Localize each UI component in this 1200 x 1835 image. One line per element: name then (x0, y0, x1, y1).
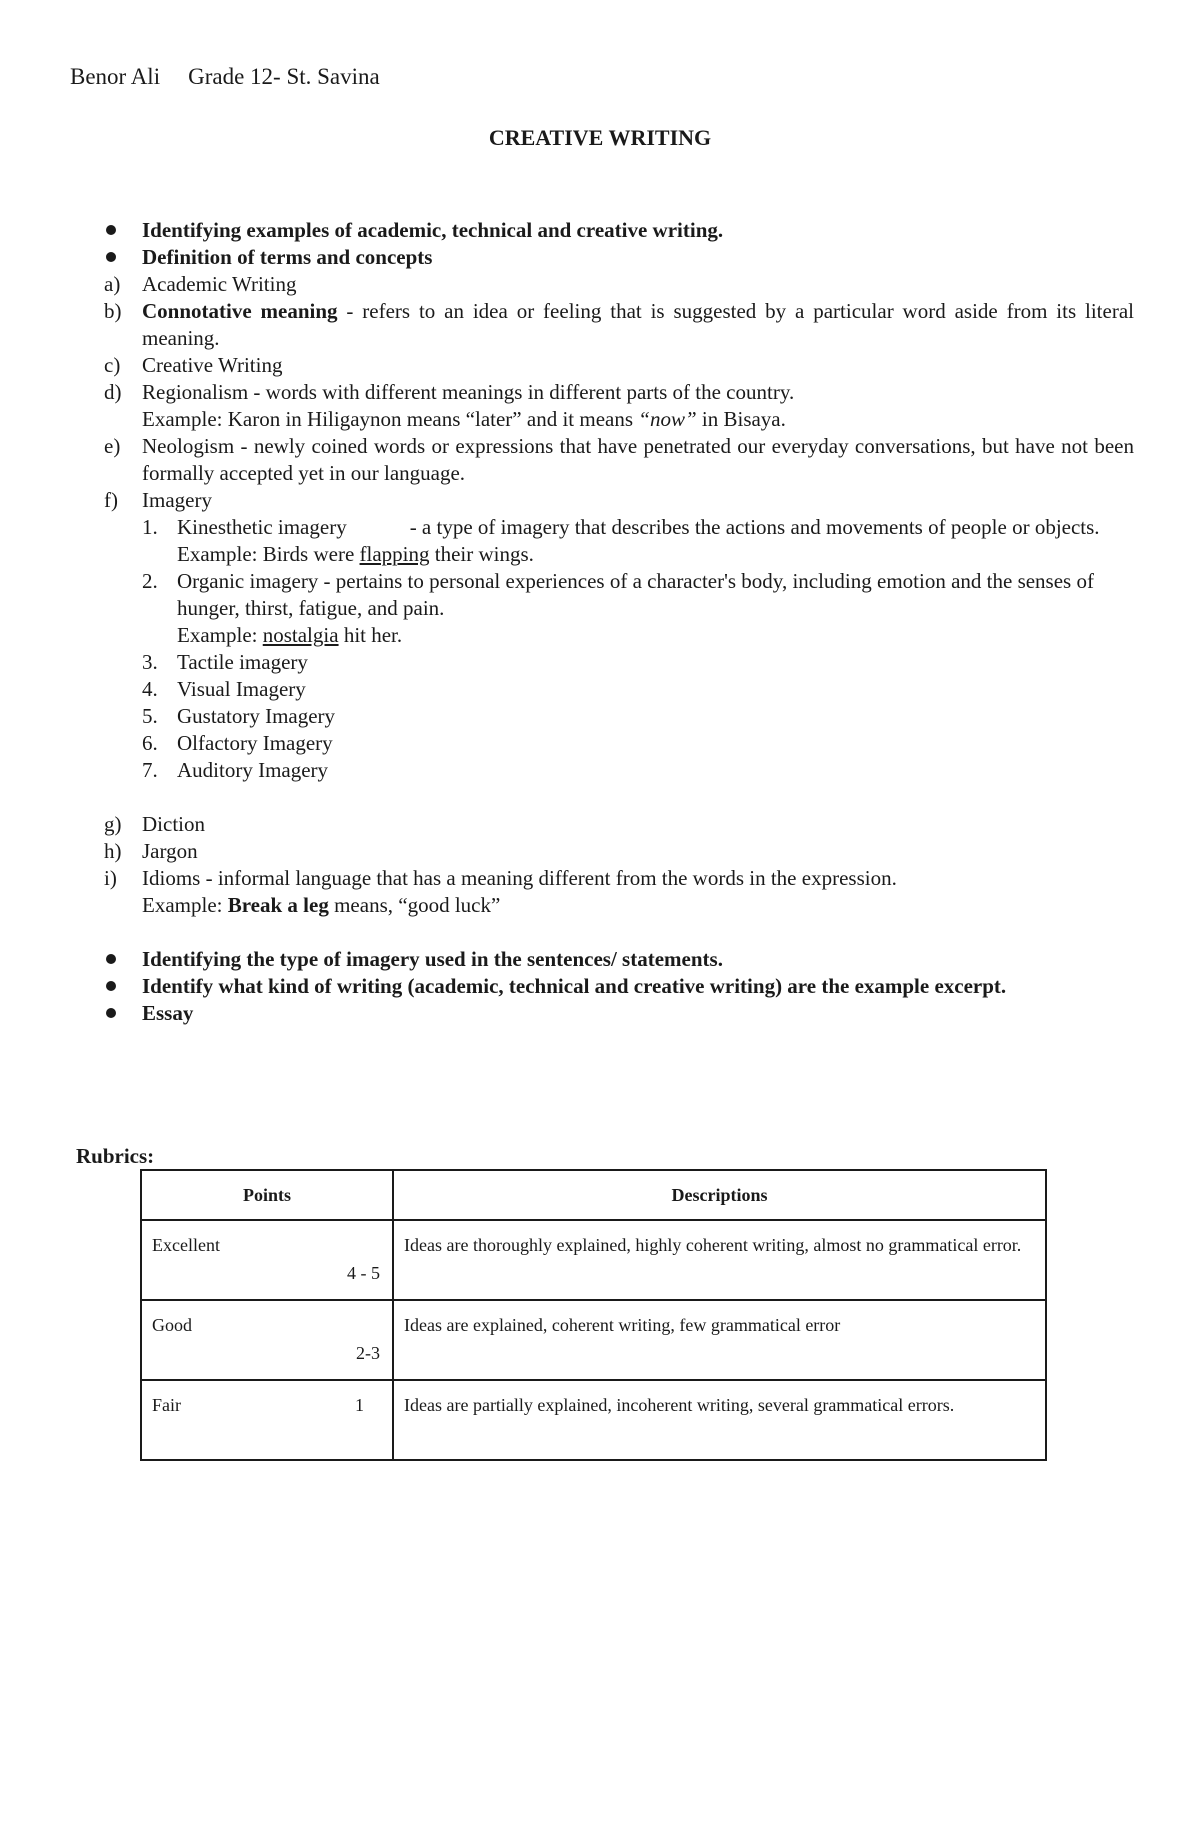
imagery-example-1: Example: Birds were flapping their wings. (177, 542, 534, 566)
imagery-item-1: 1. Kinesthetic imagery - a type of imagery that describes the actions and movements of people or objects. (142, 515, 1100, 539)
term-item-e: e) Neologism - newly coined words or expressions that have penetrated our everyday conversations, but have not been formally accepted yet in our language. (104, 434, 1134, 485)
outline (104, 217, 1134, 1027)
term-connotative: Connotative meaning (142, 299, 338, 323)
bullet-item: Definition of terms and concepts (104, 244, 1134, 271)
imagery-item-2: 2. Organic imagery - pertains to personal experiences of a character's body, including emotion and the senses of (142, 569, 1094, 593)
term-example-d: Example: Karon in Hiligaynon means “later” and it means “now” in Bisaya. (142, 407, 786, 431)
bullet-icon (106, 252, 116, 262)
header-descriptions: Descriptions (393, 1170, 1046, 1220)
student-header (70, 62, 380, 92)
term-item-a: a) Academic Writing (104, 272, 297, 296)
imagery-extra-2: hunger, thirst, fatigue, and pain. (177, 596, 445, 620)
table-header-row (141, 1170, 1046, 1220)
points-cell: Fair 1 (141, 1380, 393, 1460)
bullet-item: Identify what kind of writing (academic, technical and creative writing) are the example excerpt. (104, 973, 1134, 1000)
table-row (141, 1220, 1046, 1300)
term-item-f: f) Imagery (104, 488, 212, 512)
table-row (141, 1380, 1046, 1460)
student-grade: Grade 12- St. Savina (188, 64, 380, 89)
term-item-h: h) Jargon (104, 839, 198, 863)
term-item-i: i) Idioms - informal language that has a meaning different from the words in the expression. (104, 866, 897, 890)
rubrics-label: Rubrics: (76, 1144, 155, 1168)
description-cell: Ideas are partially explained, incoherent writing, several grammatical errors. (393, 1380, 1046, 1460)
description-cell: Ideas are explained, coherent writing, few grammatical error (393, 1300, 1046, 1380)
imagery-example-2: Example: nostalgia hit her. (177, 623, 403, 647)
page-title: CREATIVE WRITING (488, 125, 712, 150)
term-item-c: c) Creative Writing (104, 353, 283, 377)
student-name: Benor Ali (70, 64, 161, 89)
rubrics-table (140, 1169, 1047, 1461)
term-item-b: b) Connotative meaning - refers to an idea or feeling that is suggested by a particular word aside from its literal meaning. (104, 299, 1134, 350)
term-item-g: g) Diction (104, 812, 205, 836)
bullet-item: Identifying examples of academic, technical and creative writing. (104, 217, 1134, 244)
bullet-icon (106, 981, 116, 991)
imagery-item-5: 5. Gustatory Imagery (142, 704, 336, 728)
table-row (141, 1300, 1046, 1380)
bullet-icon (106, 225, 116, 235)
bullet-icon (106, 954, 116, 964)
term-item-d: d) Regionalism - words with different meanings in different parts of the country. (104, 380, 795, 404)
bullet-item: Identifying the type of imagery used in the sentences/ statements. (104, 946, 1134, 973)
points-cell: Good 2-3 (141, 1300, 393, 1380)
description-cell: Ideas are thoroughly explained, highly coherent writing, almost no grammatical error. (393, 1220, 1046, 1300)
points-cell: Excellent 4 - 5 (141, 1220, 393, 1300)
header-points: Points (141, 1170, 393, 1220)
imagery-item-3: 3. Tactile imagery (142, 650, 308, 674)
imagery-item-4: 4. Visual Imagery (142, 677, 306, 701)
bullet-item: Essay (104, 1000, 1134, 1027)
term-example-i: Example: Break a leg means, “good luck” (142, 893, 501, 917)
bullet-icon (106, 1008, 116, 1018)
imagery-item-7: 7. Auditory Imagery (142, 758, 329, 782)
imagery-item-6: 6. Olfactory Imagery (142, 731, 333, 755)
